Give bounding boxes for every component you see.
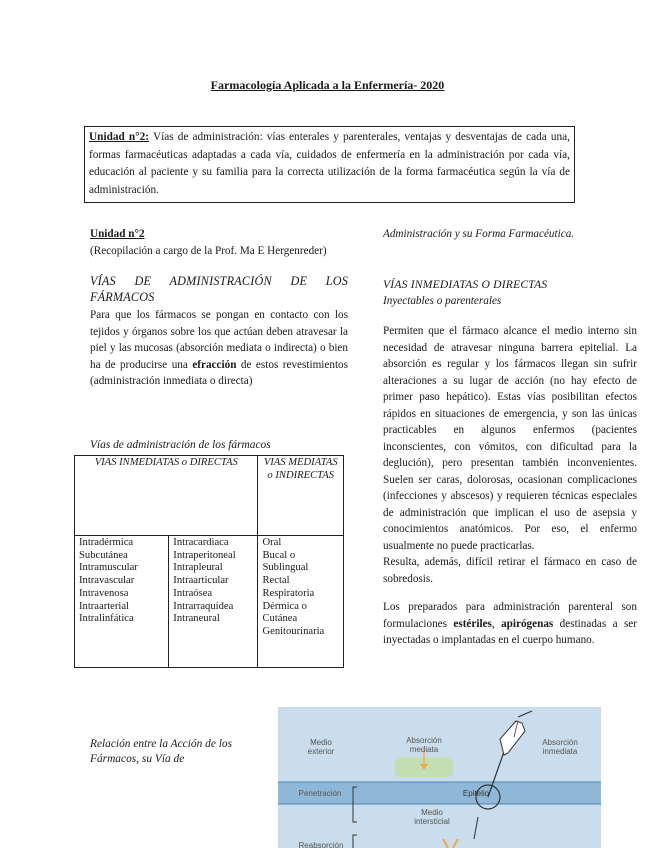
route-item: Bucal o bbox=[262, 549, 296, 561]
route-item: Intraarticular bbox=[173, 575, 229, 587]
immediate-routes-heading: VÍAS INMEDIATAS O DIRECTAS bbox=[383, 277, 548, 291]
bold-sterile: estériles bbox=[453, 617, 492, 630]
section-heading: VÍAS DE ADMINISTRACIÓN DE LOS FÁRMACOS bbox=[90, 274, 348, 304]
intro-paragraph bbox=[90, 307, 348, 390]
table-caption: Vías de administración de los fármacos bbox=[90, 439, 271, 451]
route-item: Intraneural bbox=[173, 613, 220, 625]
arrow-reabsorption bbox=[443, 839, 458, 848]
header-mediate: VIAS MEDIATAS o INDIRECTAS bbox=[258, 456, 344, 536]
label-medio-intersticial: Medio intersticial bbox=[414, 808, 450, 826]
route-item: Genitourinaria bbox=[262, 625, 325, 637]
route-item: Intraarterial bbox=[79, 600, 129, 612]
reabsorption-bracket bbox=[353, 835, 357, 848]
route-item: Rectal bbox=[262, 575, 290, 587]
route-item: Respiratoria bbox=[262, 587, 315, 599]
route-item: Intraósea bbox=[173, 587, 213, 599]
route-item: Intradérmica bbox=[79, 537, 134, 548]
absorption-diagram bbox=[278, 707, 601, 848]
immediate-routes-subheading: Inyectables o parenterales bbox=[383, 294, 502, 307]
intro-bold-word: efracción bbox=[192, 358, 237, 371]
label-reabsorcion: Reabsorción bbox=[298, 841, 344, 848]
syringe-plunger bbox=[518, 711, 532, 717]
bold-apyrogenic: apirógenas bbox=[501, 617, 554, 630]
para3-text-d: destinadas a ser inyectadas o implantadas en el cuerpo humano. bbox=[383, 617, 637, 646]
mediate-routes bbox=[258, 536, 344, 668]
label-absorcion-inmediata: Absorción inmediata bbox=[542, 738, 578, 756]
label-penetracion: Penetración bbox=[298, 789, 342, 798]
parenteral-paragraph-3 bbox=[383, 599, 637, 649]
intro-text-after: de estos revestimientos (administración inmediata o directa) bbox=[90, 358, 349, 387]
intro-text-before: Para que los fármacos se pongan en contacto con los tejidos y órganos sobre los que actúan deben atravesar la piel y las mucosas (absorción mediata o indirecta) o bien ha de producirse una bbox=[90, 309, 348, 371]
route-item: Cutánea bbox=[262, 613, 298, 625]
routes-table bbox=[74, 455, 344, 668]
route-item: Intraperitoneal bbox=[173, 549, 236, 561]
unit-summary-text: Vías de administración: vías enterales y parenterales, ventajas y desventajas de cada una, formas farmacéuticas adaptadas a cada vía, cuidados de enfermería en la administración por cada vía, educación al paciente y su familia para la correcta utilización de la forma farmacéutica según la vía de administración. bbox=[89, 131, 570, 196]
syringe-barrel bbox=[500, 721, 525, 755]
unit-heading: Unidad n°2 bbox=[90, 228, 145, 240]
route-item: Intrapleural bbox=[173, 562, 223, 574]
route-item: Dérmica o bbox=[262, 600, 307, 612]
unit-summary-box bbox=[84, 126, 575, 203]
label-epitelio: Epitelio bbox=[462, 789, 490, 798]
route-item: Intravascular bbox=[79, 575, 135, 587]
credit-text: (Recopilación a cargo de la Prof. Ma E Hergenreder) bbox=[90, 244, 327, 257]
arrow-interstitial bbox=[474, 817, 478, 839]
figure-caption: Relación entre la Acción de los Fármacos, su Vía de bbox=[90, 738, 233, 765]
immediate-routes-col2 bbox=[169, 536, 258, 668]
route-item: Oral bbox=[262, 537, 282, 548]
parenteral-paragraph-1: Permiten que el fármaco alcance el medio interno sin necesidad de atravesar ninguna barrera epitelial. La absorción es regular y los fármacos llegan sin sufrir alteraciones a su lugar de acción (no hay efecto de primer paso hepático). Estas vías posibilitan efectos rápidos en situaciones de emergencia, y son las únicas practicables en algunos enfermos (pacientes inconscientes, con vómitos, con dificultad para la deglución), pero presentan también inconvenientes. Suelen ser caras, dolorosas, ocasionan complicaciones (infecciones y abscesos) y requieren técnicas especiales de administración que implican el uso de asepsia y conocimientos anatómicos. Por eso, el enfermo usualmente no puede practicarlas. bbox=[383, 325, 637, 552]
para3-text-a: Los preparados para administración parenteral son formulaciones bbox=[383, 601, 637, 630]
diagram-graphics bbox=[278, 707, 601, 848]
label-medio-exterior: Medio exterior bbox=[307, 738, 335, 756]
route-item: Intrarraquídea bbox=[173, 600, 234, 612]
route-item: Subcutánea bbox=[79, 549, 128, 561]
right-column bbox=[383, 226, 637, 649]
route-item: Intramuscular bbox=[79, 562, 138, 574]
left-column bbox=[90, 226, 348, 390]
figure-caption-continued: Administración y su Forma Farmacéutica. bbox=[383, 228, 575, 240]
immediate-routes-col1 bbox=[75, 536, 169, 668]
route-item: Intralinfática bbox=[79, 613, 134, 625]
header-immediate: VIAS INMEDIATAS o DIRECTAS bbox=[75, 456, 258, 536]
route-item: Sublingual bbox=[262, 562, 309, 574]
page-title: Farmacología Aplicada a la Enfermería- 2020 bbox=[210, 78, 445, 92]
route-item: Intracardiaca bbox=[173, 537, 229, 548]
para3-sep: , bbox=[491, 617, 502, 630]
parenteral-paragraph-2: Resulta, además, difícil retirar el fármaco en caso de sobredosis. bbox=[383, 556, 637, 585]
label-absorcion-mediata: Absorción mediata bbox=[406, 736, 442, 754]
route-item: Intravenosa bbox=[79, 587, 129, 599]
unit-summary-label: Unidad n°2: bbox=[89, 131, 150, 143]
